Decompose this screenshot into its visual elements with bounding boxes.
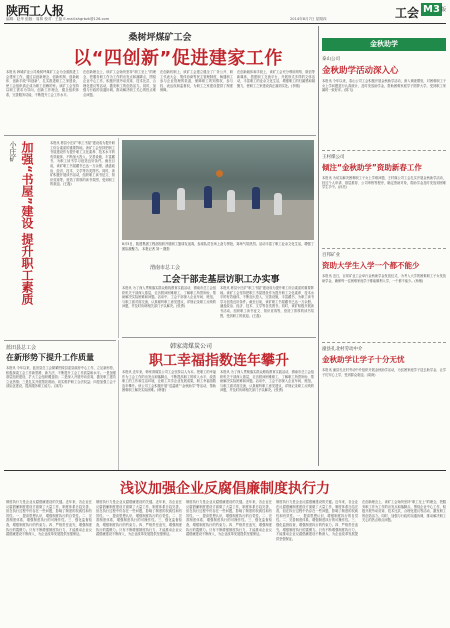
basketball-icon: [216, 170, 223, 177]
sidebar-item-body: 本报讯 近日，百邦矿业工会举行金秋助学金发放仪式，为考入大学的困难职工子女发放助学金，确保每一位困难家庭学子都能顺利入学，一个都不能少。(杨敏): [322, 274, 446, 283]
sidebar-item-source: 潼县孔北村劳动中介: [322, 347, 363, 352]
page-number: [421, 3, 442, 16]
recruit-col-2: 本报讯 彬县小庄矿“职工书屋”建设成为提升职工综合素质的重要阵地。该矿工会坚持把职工书屋建设作为提升职工文化素养、技术水平的有效载体，不断加大投入，完善设施，丰富藏书，为职工读书学习创造良好条件。截至目前，该矿职工书屋藏书已达一万余册，涵盖政治、经济、技术、文学等各类图书。同时，该矿积极开展读书活动，组织职工读书征文、知识竞赛等，营造了浓厚的读书氛围，受到职工的欢迎。(王磊): [220, 286, 314, 318]
masthead: [0, 0, 450, 24]
bottom-story-col-2: 本报讯 为了深入贯彻落实群众路线教育实践活动，渭南市总工会组织机关干部深入基层，走访慰问困难职工，了解职工所思所盼，帮助解决实际困难和问题。活动中，工会干部深入企业车间、班组，与职工面对面交流，认真倾听职工意见建议，详细记录职工反映的问题，并及时协调相关部门予以解决。(张勇): [220, 370, 314, 393]
sidebar-item-headline: 金秋助学让学子十分无忧: [322, 355, 405, 364]
lead-headline: 以“四创新”促进建家工作: [73, 48, 283, 69]
sidebar-item-headline: 金秋助学活动深入心: [322, 66, 399, 76]
lead-col-1: 本报讯 韩城矿业公司桑树坪煤矿工会为全面推进工会建家工作，通过以创新理念、创新机制、创新载体、创新手段“四创新”，扎实推进职工之家建设，使工会组织真正成为职工信赖的家。该矿工会坚持以职工需求为导向，创新工作理念，健全组织体系，完善服务功能，不断提升工会工作水平。: [6, 70, 79, 97]
bottom-story-col-1: 本报讯 近年来，韩家湾煤炭公司工会坚持以人为本，把职工的幸福作为工会工作的出发点和落脚点，不断提高职工的收入水平，改善职工的工作和生活环境，让职工共享企业发展成果，职工幸福指数连年攀升。该公司工会积极开展“送温暖”“金秋助学”等活动，帮助困难职工解决实际困难。(韩蕾): [122, 370, 216, 393]
bottom-story-headline: 职工幸福指数连年攀升: [149, 353, 289, 369]
sidebar-item-body: 本报讯 今年以来，泰山公司工会积极开展金秋助学活动，深入调查摸底，对困难职工子女上学问题进行认真统计，及时发放助学金，帮助困难家庭学子圆梦大学，受到职工家属的一致好评。(陈飞): [322, 79, 446, 93]
recruit-headline: 工会干部走基层访职工办实事: [162, 275, 280, 285]
masthead-meta: 编辑：赵华 组版：周林 校对：王磊 E-mail:shgrbzk@126.com: [6, 17, 110, 21]
sidebar-tag-label: 金秋助学: [370, 40, 398, 48]
sidebar-item-source: 泰山公司: [322, 57, 340, 62]
bottom-main-col-3: 制度执行力是企业反腐倡廉建设的关键。近年来，各企业在反腐倡廉制度建设方面做了大量工作，制度体系日趋完善，但在执行过程中仍存在一些问题，影响了制度的权威性和有效性。一、提高思想认识，增强制度执行的自觉性。二、完善制度体系，增强制度执行的可操作性。三、强化监督检查，增强制度执行的约束力。四、严格责任追究，增强制度执行的震慑力。只有不断增强制度执行力，才能推动企业反腐倡廉建设不断深入，为企业改革发展提供坚强保证。: [186, 500, 272, 537]
sidebar-item-headline: 倾注“金秋助学”资助新春工作: [322, 163, 422, 172]
leftcol-headline: 在新形势下提升工作质量: [6, 353, 94, 362]
lead-col-2: 在创新理念上，该矿工会始终坚持“职工至上”的理念，把服务职工作为工作的出发点和落脚点，围绕企业中心工作，积极开展劳动竞赛、技术比武、合理化建议等活动，激发职工的创造活力。同时，加强与行政的沟通协调，推动解决职工关心的热点难点问题。: [83, 70, 156, 97]
bottom-main-col-4: 制度执行力是企业反腐倡廉建设的关键。近年来，各企业在反腐倡廉制度建设方面做了大量工作，制度体系日趋完善，但在执行过程中仍存在一些问题，影响了制度的权威性和有效性。一、提高思想认识，增强制度执行的自觉性。二、完善制度体系，增强制度执行的可操作性。三、强化监督检查，增强制度执行的约束力。四、严格责任追究，增强制度执行的震慑力。只有不断增强制度执行力，才能推动企业反腐倡廉建设不断深入，为企业改革发展提供坚强保证。: [276, 500, 358, 541]
sidebar-item-source: 百邦矿业: [322, 253, 340, 258]
masthead-date: 2014年8月7日 星期四: [290, 17, 327, 21]
page-number-label: M3: [423, 4, 440, 15]
recruit-kicker: 渭南市总工会: [150, 265, 181, 271]
feature-headline: 加强“书屋”建设 提升职工素质: [20, 141, 34, 305]
bottom-main-headline: 浅议加强企业反腐倡廉制度执行力: [120, 481, 330, 497]
sidebar-item-body: 本报讯 为切实解决困难职工子女上学难问题，王村煤公司工会扎实开展金秋助学活动，经过个人申请、基层推荐、公司审核等程序，确定资助对象，将助学金及时发放到困难学生手中。(孙亮): [322, 176, 446, 190]
sidebar-item-2: [322, 154, 446, 246]
sidebar-item-body: 本报讯 潼县孔北村劳动中介组织开展金秋助学活动，为贫困家庭学子送去助学金，让学子们安心上学，受到群众欢迎。(周涛): [322, 368, 446, 377]
sidebar-item-1: [322, 56, 446, 148]
lead-col-4: 在创新载体和手段上，该矿工会充分利用网络、微信等新媒体，搭建职工交流平台，开展形式多样的文体活动，丰富职工的业余文化生活，增强职工的归属感和凝聚力，使职工之家建设真正落到实处。(李刚): [237, 70, 315, 88]
sidebar-item-4: [322, 346, 446, 466]
leftcol-body: 本报讯 今年以来，蓝田县总工会紧紧围绕县委县政府中心工作，立足新形势，积极探索工会工作新思路、新方法，不断提升工会工作质量和水平。一是加强基层组织建设，扩大工会组织覆盖面；二是深入开展劳动竞赛，激发职工建功立业热情；三是扎实开展帮扶救助，切实维护职工合法权益；四是加强工会干部队伍建设，提高服务职工能力。(刘洋): [6, 366, 116, 389]
feature-body: 本报讯 彬县小庄矿“职工书屋”建设成为提升职工综合素质的重要阵地。该矿工会坚持把职工书屋建设作为提升职工文化素养、技术水平的有效载体，不断加大投入，完善设施，丰富藏书，为职工读书学习创造良好条件。截至目前，该矿职工书屋藏书已达一万余册，涵盖政治、经济、技术、文学等各类图书。同时，该矿积极开展读书活动，组织职工读书征文、知识竞赛等，营造了浓厚的读书氛围，受到职工的欢迎。(王磊): [50, 141, 115, 187]
photo-caption: 8月5日，陕建集团工程部组织开展职工篮球友谊赛，参赛队员在场上奋力拼抢，赛场气氛热烈。活动丰富了职工业余文化生活，增强了团队凝聚力。 本报记者 刘一 摄影: [122, 242, 314, 251]
lead-col-3: 在创新机制上，该矿工会建立健全了厂务公开、职工代表大会、集体协商等民主管理制度，畅通职工参与企业管理的渠道，保障职工的知情权、参与权、表达权和监督权，为职工之家建设提供了制度保障。: [160, 70, 233, 93]
bottom-main-col-2: 制度执行力是企业反腐倡廉建设的关键。近年来，各企业在反腐倡廉制度建设方面做了大量工作，制度体系日趋完善，但在执行过程中仍存在一些问题，影响了制度的权威性和有效性。一、提高思想认识，增强制度执行的自觉性。二、完善制度体系，增强制度执行的可操作性。三、强化监督检查，增强制度执行的约束力。四、严格责任追究，增强制度执行的震慑力。只有不断增强制度执行力，才能推动企业反腐倡廉建设不断深入，为企业改革发展提供坚强保证。: [96, 500, 182, 537]
basketball-photo: [122, 140, 314, 240]
page-suffix: 版: [441, 7, 447, 13]
lead-kicker: 桑树坪煤矿工会: [128, 33, 192, 43]
sidebar-item-3: [322, 252, 446, 340]
paper-logo: 陕西工人报: [6, 4, 64, 18]
feature-kicker: 小庄矿: [9, 141, 17, 162]
bottom-story-kicker: 韩家湾煤炭公司: [170, 343, 213, 350]
bottom-main-col-5: 在创新理念上，该矿工会始终坚持“职工至上”的理念，把服务职工作为工作的出发点和落脚点，围绕企业中心工作，积极开展劳动竞赛、技术比武、合理化建议等活动，激发职工的创造活力。同时，加强与行政的沟通协调，推动解决职工关心的热点难点问题。: [362, 500, 446, 523]
sidebar-item-source: 王村煤公司: [322, 155, 345, 160]
recruit-col-1: 本报讯 为了深入贯彻落实群众路线教育实践活动，渭南市总工会组织机关干部深入基层，走访慰问困难职工，了解职工所思所盼，帮助解决实际困难和问题。活动中，工会干部深入企业车间、班组，与职工面对面交流，认真倾听职工意见建议，详细记录职工反映的问题，并及时协调相关部门予以解决。(张勇): [122, 286, 216, 309]
sidebar-tag: [322, 38, 446, 51]
bottom-main-col-1: 制度执行力是企业反腐倡廉建设的关键。近年来，各企业在反腐倡廉制度建设方面做了大量工作，制度体系日趋完善，但在执行过程中仍存在一些问题，影响了制度的权威性和有效性。一、提高思想认识，增强制度执行的自觉性。二、完善制度体系，增强制度执行的可操作性。三、强化监督检查，增强制度执行的约束力。四、严格责任追究，增强制度执行的震慑力。只有不断增强制度执行力，才能推动企业反腐倡廉建设不断深入，为企业改革发展提供坚强保证。: [6, 500, 92, 537]
sidebar-item-headline: 资助大学生入学一个都不能少: [322, 261, 420, 270]
leftcol-kicker: 蓝田县总工会: [6, 345, 37, 351]
section-title: 工会: [395, 6, 420, 20]
